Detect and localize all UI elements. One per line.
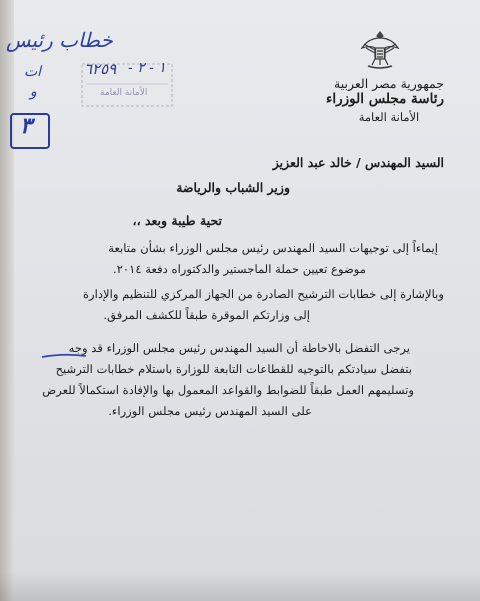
registry-stamp: [76, 58, 178, 112]
letterhead-line-3: الأمانة العامة: [358, 110, 420, 124]
para2-line1: وبالإشارة إلى خطابات الترشيح الصادرة من الجهاز المركزي للتنظيم والإدارة: [82, 287, 444, 301]
para3-line1: يرجى التفضل بالاحاطة أن السيد المهندس رئيس مجلس الوزراء قد وجه: [68, 341, 410, 355]
letterhead-line-1: جمهورية مصر العربية: [334, 76, 444, 91]
addressee: السيد المهندس / خالد عبد العزيز: [272, 155, 444, 170]
addressee-title: وزير الشباب والرياضة: [176, 180, 290, 195]
handwritten-box-number: ٣: [20, 113, 32, 139]
pen-underline: [40, 351, 88, 361]
stamp-label: الأمانة العامة: [100, 88, 148, 98]
handwritten-top-note: خطاب رئيس: [6, 28, 113, 52]
stamp-date: ١ - ٢ -: [128, 60, 166, 76]
page-edge: [0, 0, 14, 601]
eagle-emblem-icon: [360, 28, 400, 70]
para3-line3: وتسليمهم العمل طبقاً للضوابط والقواعد المعمول بها والإفادة استكمالاً للعرض: [42, 383, 414, 397]
para3-line4: على السيد المهندس رئيس مجلس الوزراء.: [108, 404, 312, 418]
stamp-number: ٦٢٥٩: [84, 60, 117, 78]
letterhead-line-2: رئاسة مجلس الوزراء: [326, 91, 444, 107]
page-shadow: [0, 571, 480, 601]
greeting: تحية طيبة وبعد ،،: [132, 213, 222, 228]
para3-line2: بتفضل سيادتكم بالتوجيه للقطاعات التابعة للوزارة باستلام خطابات الترشيح: [55, 362, 412, 376]
para2-line2: إلى وزارتكم الموقرة طبقاً للكشف المرفق.: [103, 308, 310, 322]
para1-line2: موضوع تعيين حملة الماجستير والدكتوراه دفعة ٢٠١٤.: [113, 262, 366, 276]
handwritten-side-note-2: و: [30, 84, 37, 100]
para1-line1: إيماءاً إلى توجيهات السيد المهندس رئيس مجلس الوزراء بشأن متابعة: [108, 241, 438, 255]
handwritten-side-note-1: ات: [24, 64, 42, 80]
